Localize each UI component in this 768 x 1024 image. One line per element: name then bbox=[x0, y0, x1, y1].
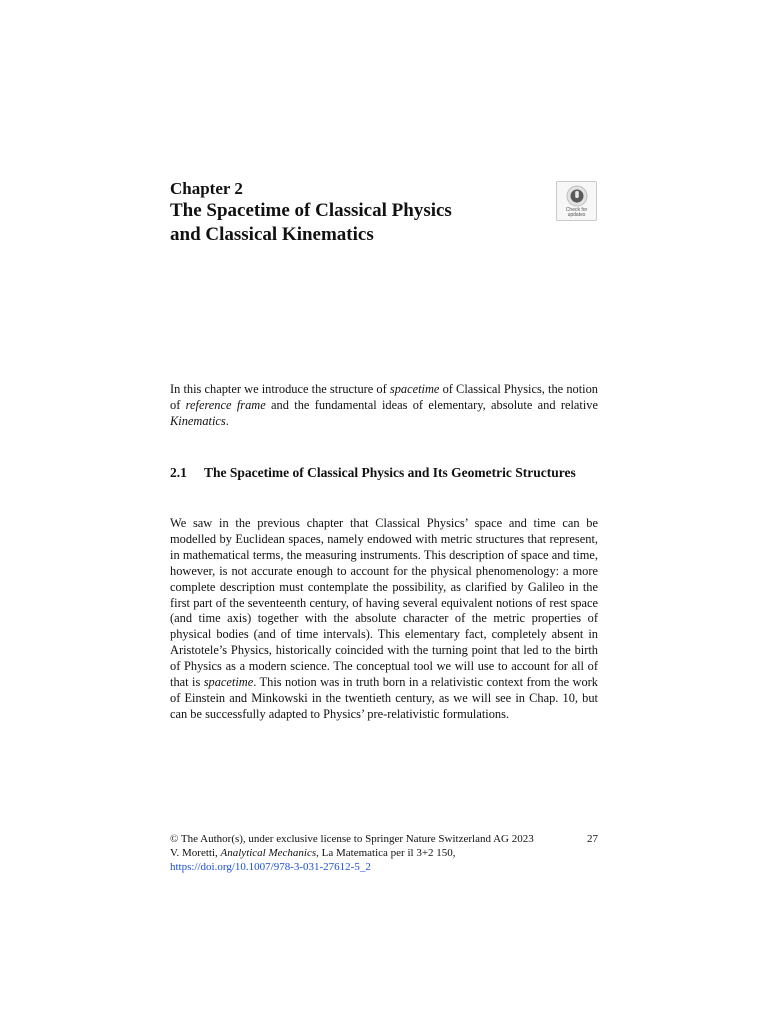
check-for-updates-badge[interactable] bbox=[556, 181, 597, 221]
badge-line-2: updates bbox=[567, 212, 586, 218]
chapter-title-line-1: The Spacetime of Classical Physics bbox=[170, 200, 452, 221]
chapter-abstract bbox=[170, 381, 598, 429]
check-for-updates-icon bbox=[566, 185, 588, 207]
citation-series: , La Matematica per il 3+2 150, bbox=[316, 847, 456, 859]
abstract-emphasis-spacetime: spacetime bbox=[389, 382, 440, 396]
section-body-paragraph bbox=[170, 516, 598, 723]
abstract-text-4: . bbox=[225, 414, 229, 428]
section-title: The Spacetime of Classical Physics and Its Geometric Structures bbox=[204, 465, 576, 480]
check-for-updates-label bbox=[557, 208, 596, 218]
copyright-line: © The Author(s), under exclusive license to Springer Nature Switzerland AG 2023 bbox=[170, 833, 534, 845]
doi-link[interactable]: https://doi.org/10.1007/978-3-031-27612-5_2 bbox=[170, 861, 371, 873]
chapter-title bbox=[170, 199, 550, 247]
abstract-text-3: and the fundamental ideas of elementary, absolute and relative bbox=[265, 398, 598, 412]
section-number: 2.1 bbox=[170, 465, 187, 480]
badge-line-1: Check for bbox=[565, 207, 588, 213]
abstract-text-1: In this chapter we introduce the structure of bbox=[170, 382, 390, 396]
chapter-label: Chapter 2 bbox=[170, 179, 243, 198]
abstract-emphasis-reference-frame: reference frame bbox=[185, 398, 266, 412]
abstract-text-2: of Classical Physics, the notion of bbox=[170, 382, 598, 412]
chapter-heading bbox=[170, 178, 550, 247]
citation-book-title: Analytical Mechanics bbox=[220, 847, 317, 859]
abstract-emphasis-kinematics: Kinematics bbox=[170, 414, 226, 428]
chapter-title-line-2: and Classical Kinematics bbox=[170, 224, 374, 245]
page-footer bbox=[170, 832, 598, 874]
body-emphasis-spacetime: spacetime bbox=[203, 675, 254, 690]
body-text-1: We saw in the previous chapter that Classical Physics’ space and time can be modelled by Euclidean spaces, namely endowed with metric structures that represent, in mathematical terms, the measuring instruments. This description of space and time, however, is not accurate enough to account for the physical phenomenology: a more complete description must contemplate the possibility, as clarified by Galileo in the first part of the seventeenth century, of having several equivalent notions of rest space (and time axis) together with the absolute character of the metric properties of physical bodies (and of time intervals). This elementary fact, completely absent in Aristotele’s Physics, historically coincided with the turning point that led to the birth of Physics as a modern science. The conceptual tool we will use to account for all of that is bbox=[170, 516, 598, 690]
citation-line bbox=[170, 846, 598, 860]
body-text-2: . This notion was in truth born in a relativistic context from the work of Einstein and Minkowski in the twentieth century, as we will see in Chap. 10, but can be successfully adapted to Physics’ pre-relativistic formulations. bbox=[170, 675, 598, 721]
section-heading bbox=[170, 464, 598, 482]
citation-author: V. Moretti, bbox=[170, 847, 221, 859]
page-number: 27 bbox=[587, 833, 598, 845]
